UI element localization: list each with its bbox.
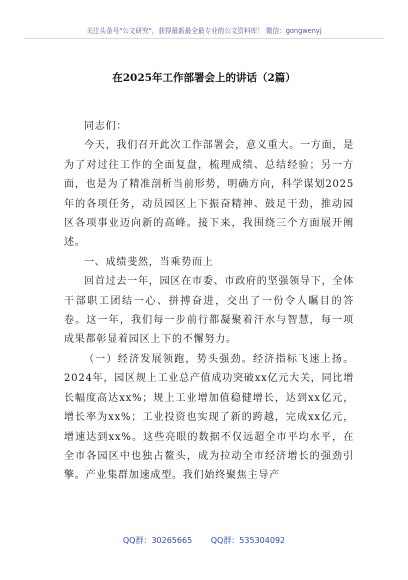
paragraph: 回首过去一年，园区在市委、市政府的坚强领导下，全体干部职工团结一心、拼搏奋进，交出了一份令人瞩目的答卷。这一年，我们每一步前行都凝聚着汗水与智慧，每一项成果都彰显着园区上下的不懈努力。 (64, 276, 354, 346)
paragraph: （一）经济发展领跑，势头强劲。经济指标飞速上扬。2024年，园区规上工业总产值成功突破xx亿元大关，同比增长幅度高达xx%；规上工业增加值稳健增长，达到xx亿元，增长率为xx%；工业投资也实现了新的跨越，完成xx亿元，增速达到xx%。这些亮眼的数据不仅远超全市平均水平，在全市各园区中也独占鳌头，成为拉动全市经济增长的强劲引擎。产业集群加速成型。我们始终聚焦主导产 (64, 353, 354, 482)
header-divider (24, 38, 384, 39)
footer-qq-groups (0, 535, 408, 546)
document-title: 在2025年工作部署会上的讲话（2篇） (112, 72, 296, 84)
salutation: 同志们： (84, 121, 128, 132)
footer-qq-group-1: QQ群：30265665 (122, 536, 193, 545)
footer-qq-group-2: QQ群：535304092 (210, 536, 286, 545)
section-heading: 一、成绩斐然，当乘势而上 (84, 256, 214, 268)
header-promo-note: 关注头条号"公文研究"，获得最新最全最专业的公文资料库！ 微信：gongwenyj (86, 27, 322, 35)
paragraph: 今天，我们召开此次工作部署会，意义重大。一方面，是为了对过往工作的全面复盘，梳理成绩、总结经验；另一方面，也是为了精准剖析当前形势，明确方向，科学谋划2025年的各项任务，动员园区上下振奋精神、鼓足干劲，推动园区各项事业迈向新的高峰。接下来，我围绕三个方面展开阐述。 (64, 140, 354, 249)
document-body (64, 117, 354, 486)
